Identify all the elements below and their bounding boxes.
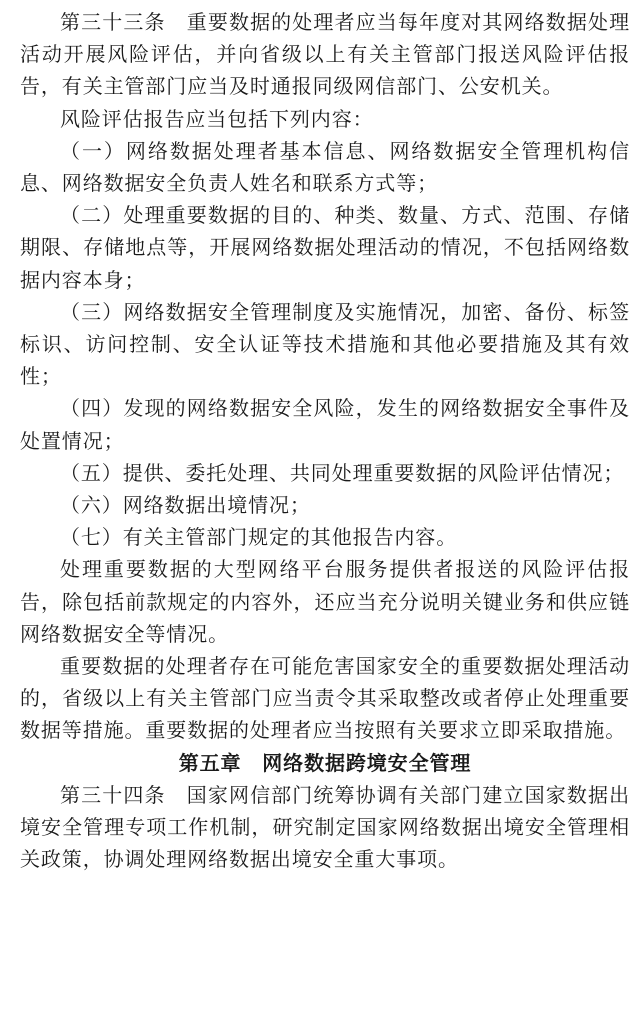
list-item-2: （二）处理重要数据的目的、种类、数量、方式、范围、存储期限、存储地点等，开展网络数据处理活动的情况，不包括网络数据内容本身；	[20, 203, 630, 292]
list-item-5: （五）提供、委托处理、共同处理重要数据的风险评估情况；	[60, 460, 625, 485]
list-item-3: （三）网络数据安全管理制度及实施情况，加密、备份、标签标识、访问控制、安全认证等技术措施和其他必要措施及其有效性；	[20, 299, 630, 389]
article-34-paragraph-1: 第三十四条 国家网信部门统筹协调有关部门建立国家数据出境安全管理专项工作机制，研究制定国家网络数据出境安全管理相关政策，协调处理网络数据出境安全重大事项。	[20, 782, 630, 872]
article-33-paragraph-1: 第三十三条 重要数据的处理者应当每年度对其网络数据处理活动开展风险评估，并向省级以上有关主管部门报送风险评估报告，有关主管部门应当及时通报同级网信部门、公安机关。	[20, 10, 630, 99]
list-item-4: （四）发现的网络数据安全风险，发生的网络数据安全事件及处置情况；	[20, 396, 630, 453]
article-33-paragraph-3: 处理重要数据的大型网络平台服务提供者报送的风险评估报告，除包括前款规定的内容外，还应当充分说明关键业务和供应链网络数据安全等情况。	[20, 557, 630, 646]
list-item-6: （六）网络数据出境情况；	[60, 493, 311, 518]
article-33-paragraph-2: 风险评估报告应当包括下列内容：	[60, 106, 374, 131]
list-item-7: （七）有关主管部门规定的其他报告内容。	[60, 525, 458, 550]
chapter-heading: 第五章 网络数据跨境安全管理	[178, 750, 472, 775]
list-item-1: （一）网络数据处理者基本信息、网络数据安全管理机构信息、网络数据安全负责人姓名和联系方式等；	[20, 138, 630, 196]
article-33-paragraph-4: 重要数据的处理者存在可能危害国家安全的重要数据处理活动的，省级以上有关主管部门应当责令其采取整改或者停止处理重要数据等措施。重要数据的处理者应当按照有关要求立即采取措施。	[20, 654, 630, 743]
